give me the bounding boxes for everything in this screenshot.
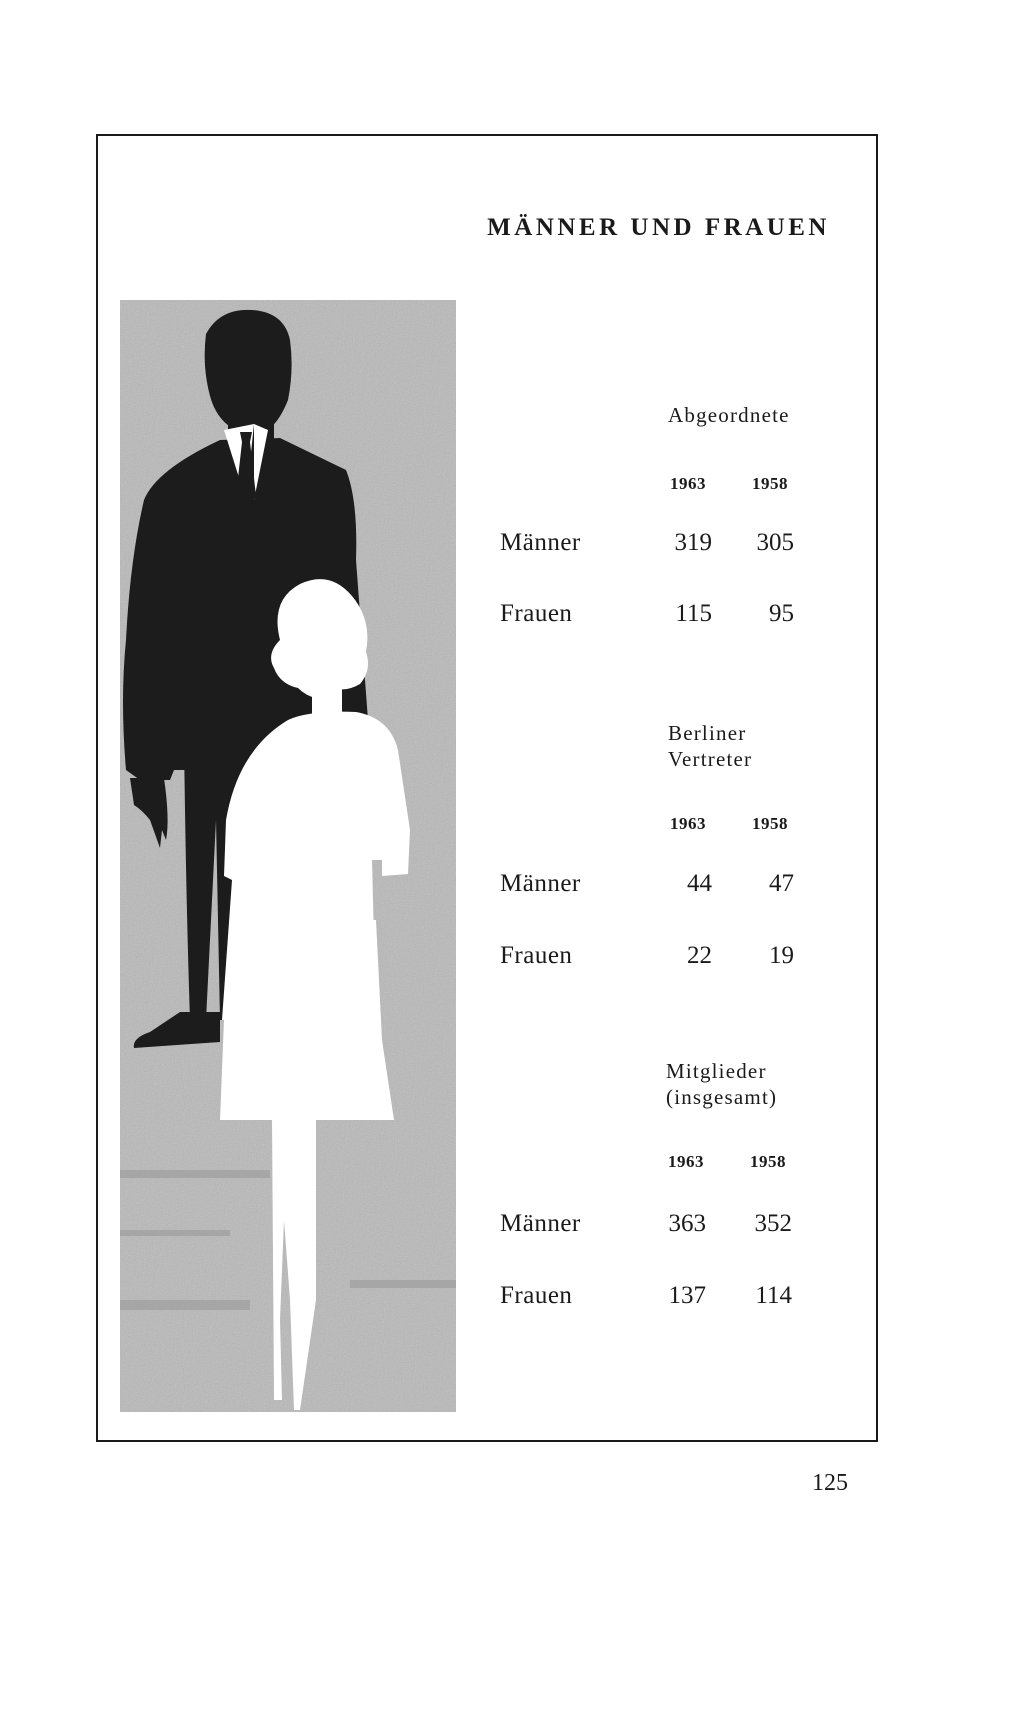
section-3-heading-line: (insgesamt): [666, 1085, 778, 1109]
section-3-year-1958: 1958: [750, 1152, 786, 1171]
section-3-year-1963: 1963: [668, 1152, 704, 1171]
man-and-woman-silhouette-icon: [120, 300, 456, 1412]
section-1-heading-line: Abgeordnete: [668, 403, 790, 427]
section-1-row-women-1963: 115: [675, 600, 712, 627]
section-3-row-women-label: Frauen: [500, 1282, 573, 1309]
section-3-row-men-1963: 363: [668, 1210, 706, 1237]
section-3-heading: [666, 1058, 777, 1110]
section-2-heading: [668, 720, 752, 772]
page-title: MÄNNER UND FRAUEN: [487, 214, 830, 241]
section-1-row-men-1958: 305: [756, 529, 794, 556]
section-3-heading-line: Mitglieder: [666, 1059, 767, 1083]
section-3-row-women-1958: 114: [755, 1282, 792, 1309]
section-2-row-women-1958: 19: [769, 942, 794, 969]
section-2-heading-line: Berliner: [668, 721, 747, 745]
section-2-row-women-label: Frauen: [500, 942, 573, 969]
section-1-year-1963: 1963: [670, 474, 706, 493]
section-2-row-men-label: Männer: [500, 870, 581, 897]
section-2-row-men-1958: 47: [769, 870, 794, 897]
section-1-year-1958: 1958: [752, 474, 788, 493]
section-2-heading-line: Vertreter: [668, 747, 753, 771]
section-1-row-women-label: Frauen: [500, 600, 573, 627]
section-2-row-men-1963: 44: [687, 870, 712, 897]
section-1-heading: [668, 402, 790, 428]
page-number: 125: [812, 1470, 848, 1496]
section-2-row-women-1963: 22: [687, 942, 712, 969]
section-3-row-women-1963: 137: [668, 1282, 706, 1309]
section-1-row-men-1963: 319: [674, 529, 712, 556]
section-1-row-women-1958: 95: [769, 600, 794, 627]
section-3-row-men-1958: 352: [754, 1210, 792, 1237]
section-1-row-men-label: Männer: [500, 529, 581, 556]
section-2-year-1958: 1958: [752, 814, 788, 833]
section-3-row-men-label: Männer: [500, 1210, 581, 1237]
section-2-year-1963: 1963: [670, 814, 706, 833]
